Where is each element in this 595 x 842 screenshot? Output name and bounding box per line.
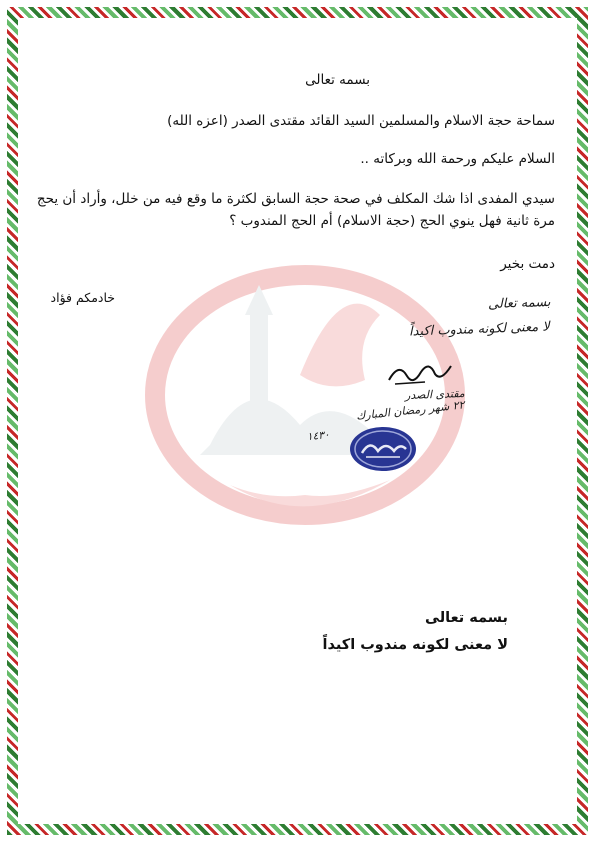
handwritten-signer-name: مقتدى الصدر [405, 386, 466, 403]
letter-question: سيدي المفدى اذا شك المكلف في صحة حجة السابق لكثرة ما وقع فيه من خلل، وأراد أن يحج مرة ثانية فهل ينوي الحج (حجة الاسلام) أم الحج المندوب ؟ [36, 191, 555, 229]
handwritten-signature [385, 358, 455, 390]
letter-signoff: خادمكم فؤاد [50, 290, 115, 305]
handwritten-answer: لا معنى لكونه مندوب اكيداً [409, 319, 551, 340]
handwritten-year: ١٤٣٠ [306, 428, 331, 444]
letter-greeting: السلام عليكم ورحمة الله وبركاته .. [360, 151, 555, 167]
letter-addressee: سماحة حجة الاسلام والمسلمين السيد القائد مقتدى الصدر (اعزه الله) [167, 113, 555, 129]
official-seal-stamp [348, 425, 418, 473]
handwritten-date: ٢٢ شهر رمضان المبارك [355, 398, 466, 423]
handwritten-basmala: بسمه تعالى [487, 294, 551, 313]
letter-closing: دمت بخير [500, 256, 555, 272]
letter-basmala: بسمه تعالى [305, 72, 370, 88]
typed-reply-answer: لا معنى لكونه مندوب اكيداً [322, 637, 508, 653]
typed-reply-basmala: بسمه تعالى [425, 610, 508, 626]
